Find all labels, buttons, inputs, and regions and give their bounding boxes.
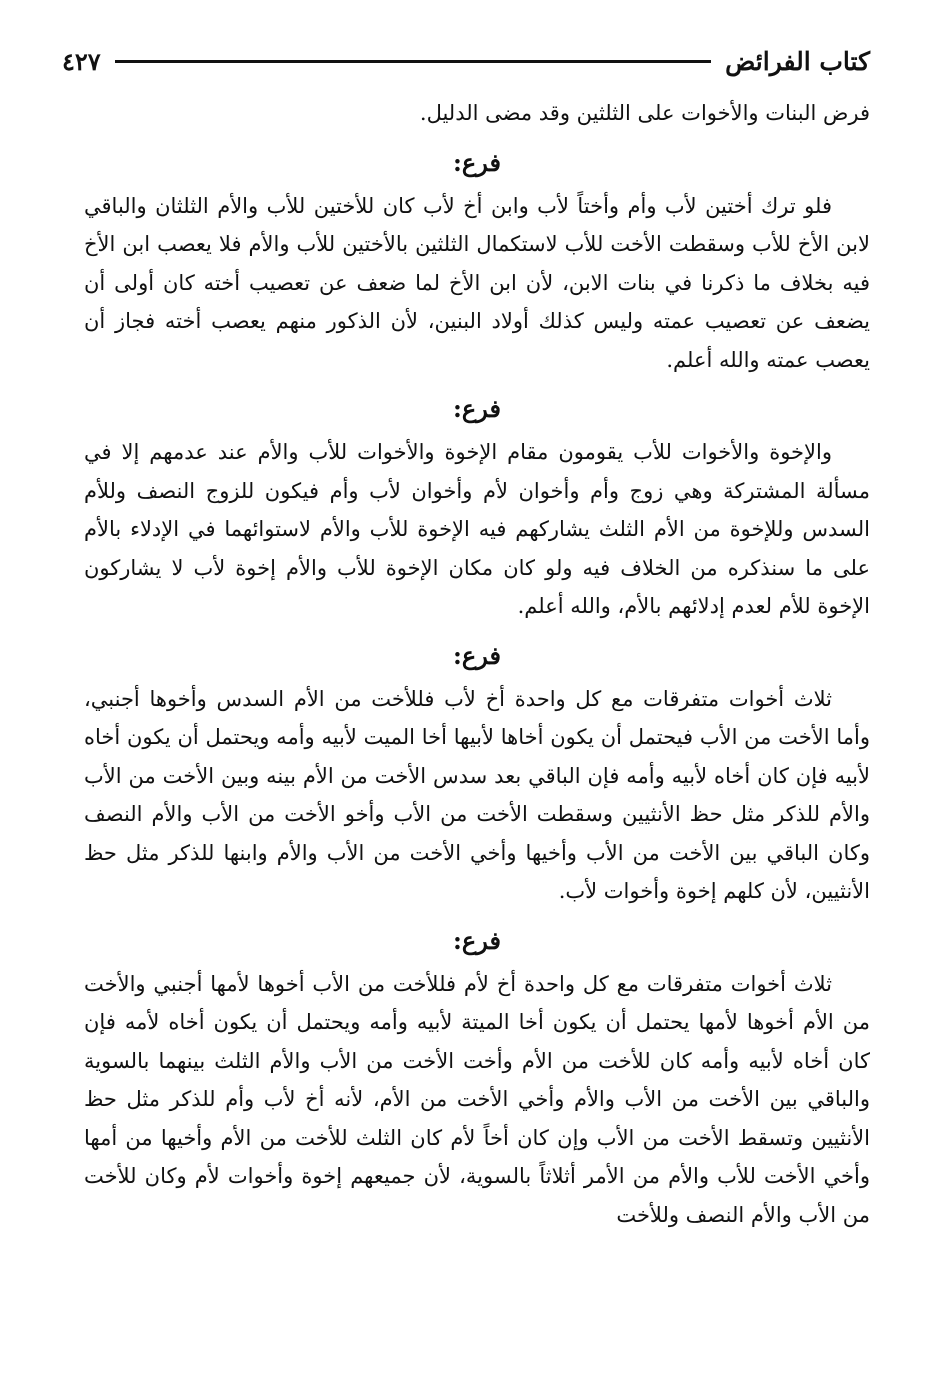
page-header: [62, 44, 870, 78]
header-rule: [115, 60, 711, 63]
section-heading-2: فرع:: [453, 394, 501, 423]
section-heading-3: فرع:: [453, 640, 501, 670]
paragraph-0: فرض البنات والأخوات على الثلثين وقد مضى الدليل.: [419, 101, 870, 125]
paragraph-3: ثلاث أخوات متفرقات مع كل واحدة أخ لأب فللأخت من الأم السدس وأخوها أجنبي، وأما الأخت من الأب فيحتمل أن يكون أخاها لأبيها أخا الميت لأبيه وأمه ويحتمل أن يكون أخاه لأبيه فإن كان أخاه لأبيه وأمه فإن الباقي بعد سدس الأخت من الأم بينه وبين الأخت من الأب والأم للذكر مثل حظ الأنثيين وسقطت الأخت من الأب وأخو الأخت من الأب والأم النصف وكان الباقي بين الأخت من الأب وأخيها وأخي الأخت من الأب والأم وابنها للذكر مثل حظ الأنثيين، لأن كلهم إخوة وأخوات لأب.: [84, 686, 870, 903]
page-number: ٤٢٧: [62, 46, 101, 76]
section-heading-4: فرع:: [453, 925, 501, 955]
page-body: [84, 94, 870, 1234]
paragraph-2: والإخوة والأخوات للأب يقومون مقام الإخوة والأخوات للأب والأم عند عدمهم إلا في مسألة المشتركة وهي زوج وأم وأخوان لأم وأخوان لأب وأم فيكون للزوج النصف وللأم السدس وللإخوة من الأم الثلث يشاركهم فيه الإخوة للأب والأم لاستوائهما في الإدلاء بالأم على ما سنذكره من الخلاف فيه ولو كان مكان الإخوة للأب والأم إخوة لأب لا يشاركون الإخوة للأم لعدم إدلائهم بالأم، والله أعلم.: [84, 440, 870, 618]
running-title: كتاب الفرائض: [725, 46, 870, 76]
paragraph-4: ثلاث أخوات متفرقات مع كل واحدة أخ لأم فللأخت من الأب أخوها لأمها أجنبي والأخت من الأم أخوها لأمها يحتمل أن يكون أخا الميتة لأبيه وأمه ويحتمل أن يكون أخاه لأمه فإن كان أخاه لأبيه وأمه كان للأخت من الأم وأخت الأخت من الأب والأم الثلث بينهما بالسوية والباقي بين الأخت من الأب والأم وأخي الأخت من الأم، لأنه أخ لأب وأم للذكر مثل حظ الأنثيين وتسقط الأخت من الأب وإن كان أخاً لأم كان الثلث للأخت من الأم وأخيها من أمها وأخي الأخت للأب والأم من الأمر أثلاثاً بالسوية، لأن جميعهم إخوة وأخوات لأم وكان للأخت من الأب والأم النصف وللأخت: [84, 971, 870, 1227]
section-heading-1: فرع:: [453, 147, 501, 177]
paragraph-1: فلو ترك أختين لأب وأم وأختاً لأب وابن أخ لأب كان للأختين للأب والأم الثلثان والباقي لابن الأخ للأب وسقطت الأخت للأب لاستكمال الثلثين بالأختين للأب والأم فلا يعصب ابن الأخ فيه بخلاف ما ذكرنا في بنات الابن، لأن ابن الأخ لما ضعف عن تعصيب أخته كان أولى أن يضعف عن تعصيب عمته وليس كذلك أولاد البنين، لأن الذكور منهم يعصب أخته فجاز أن يعصب عمته والله أعلم.: [84, 193, 870, 372]
